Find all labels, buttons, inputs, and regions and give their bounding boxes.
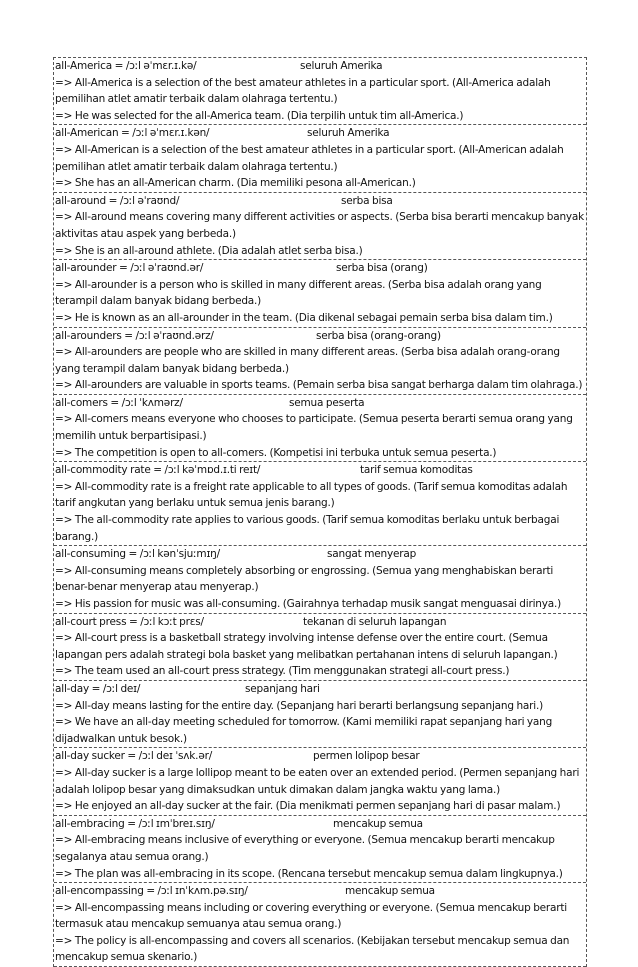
- dictionary-entry: [54, 816, 586, 883]
- entry-example: => The plan was all-embracing in its scope. (Rencana tersebut mencakup semua dalam lingkupnya.): [55, 867, 563, 880]
- entry-definition: => All-commodity rate is a freight rate applicable to all types of goods. (Tarif semua komoditas adalah tarif angkutan yang berlaku untuk semua jenis barang.): [55, 480, 568, 510]
- dictionary-entry: [54, 193, 586, 260]
- entry-definition: => All-arounders are people who are skilled in many different areas. (Serba bisa adalah orang-orang yang terampil dalam banyak bidang berbeda.): [55, 346, 560, 375]
- entry-translation: permen lolipop besar: [313, 750, 420, 763]
- entry-translation: seluruh Amerika: [300, 60, 383, 72]
- entry-term: all-day = /ɔːl deɪ/: [55, 682, 141, 695]
- entry-translation: mencakup semua: [345, 885, 435, 898]
- dictionary-entry: [54, 614, 586, 681]
- entry-translation: tarif semua komoditas: [360, 464, 473, 477]
- entry-translation: sangat menyerap: [327, 548, 417, 561]
- entry-translation: serba bisa (orang-orang): [316, 329, 441, 342]
- dictionary-entry-list: [53, 57, 587, 967]
- entry-term: all-arounder = /ɔːl əˈraʊnd.ər/: [55, 262, 204, 275]
- entry-definition: => All-America is a selection of the best amateur athletes in a particular sport. (All-America adalah pemilihan atlet amatir terbaik dalam olahraga tertentu.): [55, 76, 551, 106]
- entry-headword-line: [55, 58, 585, 75]
- entry-translation: tekanan di seluruh lapangan: [303, 615, 447, 628]
- entry-term: all-arounders = /ɔːl əˈraʊnd.ərz/: [55, 329, 214, 342]
- entry-example: => He is known as an all-arounder in the team. (Dia dikenal sebagai pemain serba bisa dalam tim.): [55, 311, 553, 324]
- entry-example: => He was selected for the all-America team. (Dia terpilih untuk tim all-America.): [55, 109, 464, 122]
- entry-term: all-American = /ɔːl əˈmɛr.ɪ.kən/: [55, 127, 210, 140]
- entry-example: => We have an all-day meeting scheduled for tomorrow. (Kami memiliki rapat sepanjang hari yang dijadwalkan untuk besok.): [55, 716, 553, 745]
- entry-term: all-day sucker = /ɔːl deɪ ˈsʌk.ər/: [55, 750, 213, 763]
- entry-headword-line: [55, 816, 585, 833]
- dictionary-entry: [54, 395, 586, 462]
- entry-headword-line: [55, 260, 585, 277]
- dictionary-entry: [54, 260, 586, 327]
- entry-term: all-comers = /ɔːl ˈkʌmərz/: [55, 396, 183, 409]
- entry-headword-line: [55, 328, 585, 345]
- dictionary-entry: [54, 58, 586, 125]
- entry-definition: => All-arounder is a person who is skilled in many different areas. (Serba bisa adalah orang yang terampil dalam banyak bidang berbeda.): [55, 278, 542, 308]
- entry-example: => She is an all-around athlete. (Dia adalah atlet serba bisa.): [55, 244, 363, 257]
- dictionary-entry: [54, 546, 586, 613]
- dictionary-entry: [54, 462, 586, 546]
- entry-example: => She has an all-American charm. (Dia memiliki pesona all-American.): [55, 177, 416, 190]
- entry-term: all-commodity rate = /ɔːl kəˈmɒd.ɪ.ti reɪt/: [55, 464, 261, 477]
- entry-headword-line: [55, 614, 585, 631]
- entry-definition: => All-American is a selection of the best amateur athletes in a particular sport. (All-American adalah pemilihan atlet amatir terbaik dalam olahraga tertentu.): [55, 143, 564, 173]
- entry-term: all-around = /ɔːl əˈraʊnd/: [55, 194, 180, 207]
- entry-example: => His passion for music was all-consuming. (Gairahnya terhadap musik sangat menguasai dirinya.): [55, 598, 562, 610]
- entry-definition: => All-consuming means completely absorbing or engrossing. (Semua yang menghabiskan berarti benar-benar menyerap atau menyerap.): [55, 564, 554, 594]
- entry-example: => All-arounders are valuable in sports teams. (Pemain serba bisa sangat berharga dalam tim olahraga.): [55, 379, 583, 392]
- entry-headword-line: [55, 395, 585, 412]
- entry-term: all-embracing = /ɔːl ɪmˈbreɪ.sɪŋ/: [55, 817, 215, 830]
- entry-example: => The policy is all-encompassing and covers all scenarios. (Kebijakan tersebut mencakup semua dan mencakup semua skenario.): [55, 934, 570, 964]
- entry-headword-line: [55, 883, 585, 900]
- entry-translation: serba bisa: [341, 194, 393, 207]
- dictionary-entry: [54, 328, 586, 395]
- entry-example: => The team used an all-court press strategy. (Tim menggunakan strategi all-court press.): [55, 665, 510, 678]
- entry-definition: => All-day sucker is a large lollipop meant to be eaten over an extended period. (Permen sepanjang hari adalah lolipop besar yang dimaksudkan untuk dimakan dalam jangka waktu yang lama.): [55, 766, 580, 796]
- entry-term: all-America = /ɔːl əˈmɛr.ɪ.kə/: [55, 60, 197, 72]
- entry-definition: => All-around means covering many different activities or aspects. (Serba bisa berarti mencakup banyak aktivitas atau aspek yang berbeda.): [55, 211, 585, 240]
- entry-headword-line: [55, 748, 585, 765]
- entry-headword-line: [55, 681, 585, 698]
- entry-translation: semua peserta: [289, 396, 365, 409]
- entry-definition: => All-court press is a basketball strategy involving intense defense over the entire court. (Semua lapangan pers adalah strategi bola basket yang melibatkan pertahanan intens di seluruh lapangan.): [55, 632, 558, 661]
- entry-translation: serba bisa (orang): [336, 262, 428, 275]
- entry-example: => He enjoyed an all-day sucker at the fair. (Dia menikmati permen sepanjang hari di pasar malam.): [55, 800, 561, 813]
- entry-example: => The competition is open to all-comers. (Kompetisi ini terbuka untuk semua peserta.): [55, 446, 497, 459]
- entry-translation: sepanjang hari: [245, 682, 320, 695]
- entry-headword-line: [55, 125, 585, 142]
- entry-term: all-consuming = /ɔːl kənˈsjuːmɪŋ/: [55, 548, 220, 561]
- entry-headword-line: [55, 462, 585, 479]
- entry-translation: mencakup semua: [333, 817, 423, 830]
- entry-translation: seluruh Amerika: [307, 127, 390, 140]
- entry-definition: => All-comers means everyone who chooses to participate. (Semua peserta berarti semua orang yang memilih untuk berpartisipasi.): [55, 413, 573, 443]
- dictionary-entry: [54, 125, 586, 192]
- dictionary-entry: [54, 681, 586, 748]
- entry-definition: => All-encompassing means including or covering everything or everyone. (Semua mencakup berarti termasuk atau mencakup semuanya atau semua orang.): [55, 901, 568, 931]
- dictionary-entry: [54, 748, 586, 815]
- entry-headword-line: [55, 546, 585, 563]
- entry-definition: => All-day means lasting for the entire day. (Sepanjang hari berarti berlangsung sepanjang hari.): [55, 699, 544, 712]
- entry-definition: => All-embracing means inclusive of everything or everyone. (Semua mencakup berarti mencakup segalanya atau semua orang.): [55, 834, 555, 863]
- entry-example: => The all-commodity rate applies to various goods. (Tarif semua komoditas berlaku untuk berbagai barang.): [55, 514, 560, 543]
- dictionary-entry: [54, 883, 586, 967]
- entry-term: all-court press = /ɔːl kɔːt prɛs/: [55, 615, 204, 628]
- entry-term: all-encompassing = /ɔːl ɪnˈkʌm.pə.sɪŋ/: [55, 885, 248, 898]
- entry-headword-line: [55, 193, 585, 210]
